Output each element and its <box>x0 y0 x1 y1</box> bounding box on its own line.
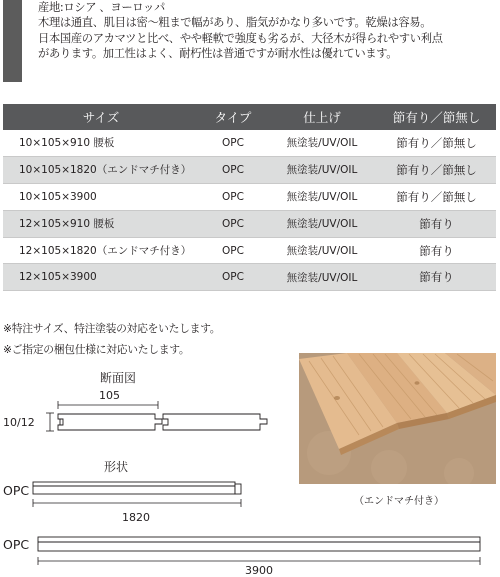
cell-type: OPC <box>199 183 267 210</box>
cell-type: OPC <box>199 130 267 156</box>
column-header-type: タイプ <box>199 104 267 130</box>
cell-knot: 節有り <box>377 237 496 264</box>
cell-type: OPC <box>199 156 267 183</box>
description-line: 日本国産のアカマツと比べ、やや軽軟で強度も劣るが、大径木が得られやすい利点 <box>38 31 443 45</box>
shape-type-label: OPC <box>3 483 30 498</box>
photo-caption: （エンドマチ付き） <box>354 496 444 507</box>
cell-size: 12×105×1820（エンドマチ付き） <box>3 237 199 264</box>
cross-section-width-label: 105 <box>99 389 120 402</box>
cell-type: OPC <box>199 210 267 237</box>
cross-section-profile <box>58 414 267 430</box>
cell-finish: 無塗装/UV/OIL <box>267 237 377 264</box>
column-header-knot: 節有り／節無し <box>377 104 496 130</box>
cell-finish: 無塗装/UV/OIL <box>267 264 377 291</box>
shape-board-1820 <box>33 482 241 494</box>
cross-section-thickness-dimension <box>46 413 54 431</box>
note-line: ※特注サイズ、特注塗装の対応をいたします。 <box>3 322 221 335</box>
cell-knot: 節有り <box>377 210 496 237</box>
cell-size: 10×105×910 腰板 <box>3 130 199 156</box>
cell-size: 12×105×910 腰板 <box>3 210 199 237</box>
cell-finish: 無塗装/UV/OIL <box>267 210 377 237</box>
cell-size: 12×105×3900 <box>3 264 199 291</box>
description-line: 木理は通直、肌目は密〜粗まで幅があり、脂気がかなり多いです。乾燥は容易。 <box>38 16 432 30</box>
shape-length-label: 3900 <box>245 564 273 577</box>
description-line: があります。加工性はよく、耐朽性は普通ですが耐水性は優れています。 <box>38 47 398 61</box>
column-header-finish: 仕上げ <box>267 104 377 130</box>
note-line: ※ご指定の梱包仕様に対応いたします。 <box>3 343 190 356</box>
shape-length-label: 1820 <box>122 511 150 524</box>
cell-finish: 無塗装/UV/OIL <box>267 183 377 210</box>
shape-board-3900 <box>38 537 480 551</box>
cell-knot: 節有り／節無し <box>377 156 496 183</box>
shape-title: 形状 <box>104 460 129 474</box>
cell-knot: 節有り／節無し <box>377 130 496 156</box>
column-header-size: サイズ <box>3 104 199 130</box>
cell-knot: 節有り <box>377 264 496 291</box>
origin-line: 産地:ロシア 、ヨーロッパ <box>38 1 165 14</box>
shape-board-1820-dimension <box>33 499 241 507</box>
cell-size: 10×105×3900 <box>3 183 199 210</box>
cell-type: OPC <box>199 237 267 264</box>
product-photo <box>299 353 496 484</box>
cross-section-title: 断面図 <box>100 371 137 385</box>
cell-size: 10×105×1820（エンドマチ付き） <box>3 156 199 183</box>
shape-type-label: OPC <box>3 537 30 552</box>
cell-type: OPC <box>199 264 267 291</box>
cell-finish: 無塗装/UV/OIL <box>267 156 377 183</box>
cell-knot: 節有り／節無し <box>377 183 496 210</box>
cross-section-width-dimension <box>58 401 158 409</box>
cross-section-thickness-label: 10/12 <box>3 416 35 429</box>
cell-finish: 無塗装/UV/OIL <box>267 130 377 156</box>
